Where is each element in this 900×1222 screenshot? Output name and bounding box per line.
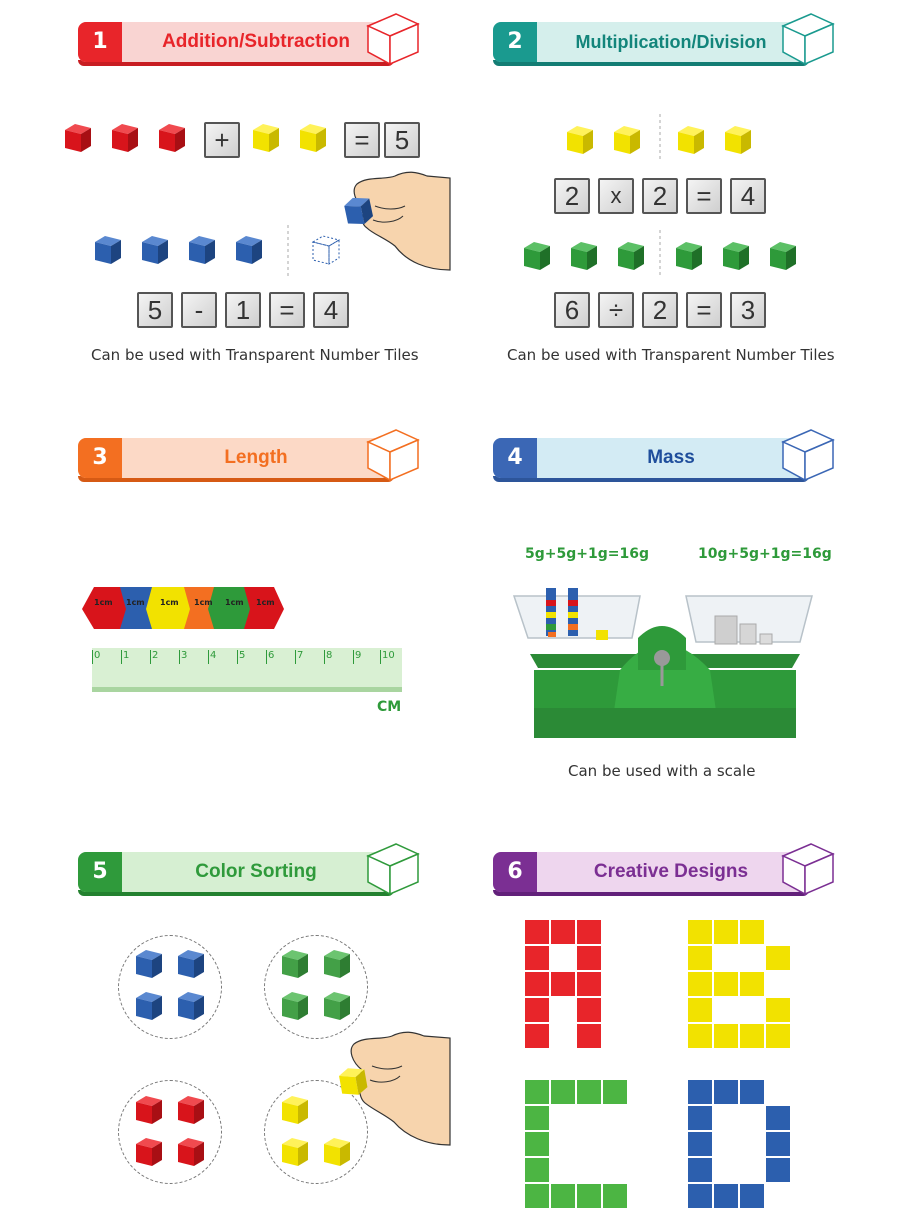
ruler-tick: 10	[380, 650, 395, 664]
cube-outline-icon	[777, 8, 837, 68]
red-cube	[159, 124, 185, 152]
green-cube	[618, 242, 644, 270]
letter-d-blocks	[688, 1080, 790, 1208]
yellow-cube	[725, 126, 751, 154]
number-tile: +	[204, 122, 240, 158]
balance-scale	[510, 578, 820, 748]
section-number: 3	[78, 438, 122, 478]
number-tile: 5	[137, 292, 173, 328]
letter-designs	[520, 915, 800, 1215]
green-cube	[524, 242, 550, 270]
letter-c-blocks	[525, 1080, 627, 1208]
ruler-tick: 0	[92, 650, 100, 664]
green-cube	[676, 242, 702, 270]
ruler-tick: 3	[179, 650, 187, 664]
cube-label: 1cm	[160, 598, 179, 607]
cube-label: 1cm	[194, 598, 213, 607]
yellow-cube	[300, 124, 326, 152]
ruler-unit: CM	[377, 699, 402, 715]
cube-outline-icon	[777, 424, 837, 484]
number-tile: 2	[642, 178, 678, 214]
green-cube	[770, 242, 796, 270]
right-pan-formula: 10g+5g+1g=16g	[698, 546, 832, 562]
hand-icon	[351, 1032, 450, 1145]
section-title: Multiplication/Division	[575, 32, 767, 52]
number-tile: 5	[384, 122, 420, 158]
cube-outline-icon	[777, 838, 837, 898]
removed-cube-outline	[313, 236, 339, 264]
ruler-tick: 1	[121, 650, 129, 664]
section-number: 5	[78, 852, 122, 892]
number-tile: 4	[313, 292, 349, 328]
red-cube	[136, 1138, 162, 1166]
number-tile: x	[598, 178, 634, 214]
red-cube	[178, 1138, 204, 1166]
number-tile: 2	[554, 178, 590, 214]
blue-cube	[178, 992, 204, 1020]
red-cube	[136, 1096, 162, 1124]
ruler-tick: 8	[324, 650, 332, 664]
number-tile: 6	[554, 292, 590, 328]
yellow-cube	[253, 124, 279, 152]
sorting-cubes	[100, 930, 460, 1190]
cube-label: 1cm	[94, 598, 113, 607]
green-cube	[324, 950, 350, 978]
green-cube	[723, 242, 749, 270]
blue-cube	[95, 236, 121, 264]
ruler-tick: 6	[266, 650, 274, 664]
number-tile: 1	[225, 292, 261, 328]
red-cube	[65, 124, 91, 152]
yellow-cube	[567, 126, 593, 154]
yellow-cube	[678, 126, 704, 154]
blue-cube	[178, 950, 204, 978]
yellow-cube	[324, 1138, 350, 1166]
number-tile: =	[686, 292, 722, 328]
section-title: Addition/Subtraction	[162, 31, 350, 52]
letter-a-blocks	[525, 920, 601, 1048]
section-title: Creative Designs	[593, 861, 749, 882]
blue-cube	[142, 236, 168, 264]
section-title: Mass	[647, 447, 695, 468]
cube-label: 1cm	[256, 598, 275, 607]
green-cube	[324, 992, 350, 1020]
ruler-tick: 2	[150, 650, 158, 664]
ruler-tick: 5	[237, 650, 245, 664]
green-cube	[282, 950, 308, 978]
yellow-cube	[614, 126, 640, 154]
cube-label: 1cm	[225, 598, 244, 607]
number-tile: 2	[642, 292, 678, 328]
cube-outline-icon	[362, 8, 422, 68]
section-number: 6	[493, 852, 537, 892]
blue-cube	[136, 992, 162, 1020]
multiplication-caption: Can be used with Transparent Number Tiles	[507, 346, 835, 364]
section-number: 4	[493, 438, 537, 478]
mass-caption: Can be used with a scale	[568, 762, 756, 780]
number-tile: 4	[730, 178, 766, 214]
hand-icon	[354, 172, 450, 270]
number-tile: =	[686, 178, 722, 214]
blue-cube	[136, 950, 162, 978]
green-cube	[571, 242, 597, 270]
yellow-cube	[282, 1096, 308, 1124]
blue-cube	[236, 236, 262, 264]
left-pan-formula: 5g+5g+1g=16g	[525, 546, 649, 562]
ruler-tick: 9	[353, 650, 361, 664]
number-tile: 3	[730, 292, 766, 328]
ruler-tick: 7	[295, 650, 303, 664]
section-title: Length	[224, 447, 288, 468]
cube-train	[80, 585, 290, 633]
red-cube	[112, 124, 138, 152]
red-cube	[178, 1096, 204, 1124]
addition-caption: Can be used with Transparent Number Tiles	[91, 346, 419, 364]
green-cube	[282, 992, 308, 1020]
number-tile: ÷	[598, 292, 634, 328]
yellow-cube	[282, 1138, 308, 1166]
blue-cube	[189, 236, 215, 264]
cube-outline-icon	[362, 424, 422, 484]
section-number: 1	[78, 22, 122, 62]
cube-outline-icon	[362, 838, 422, 898]
number-tile: =	[344, 122, 380, 158]
ruler-tick: 4	[208, 650, 216, 664]
section-number: 2	[493, 22, 537, 62]
cube-label: 1cm	[126, 598, 145, 607]
section-title: Color Sorting	[195, 861, 317, 882]
letter-b-blocks	[688, 920, 790, 1048]
number-tile: -	[181, 292, 217, 328]
number-tile: =	[269, 292, 305, 328]
